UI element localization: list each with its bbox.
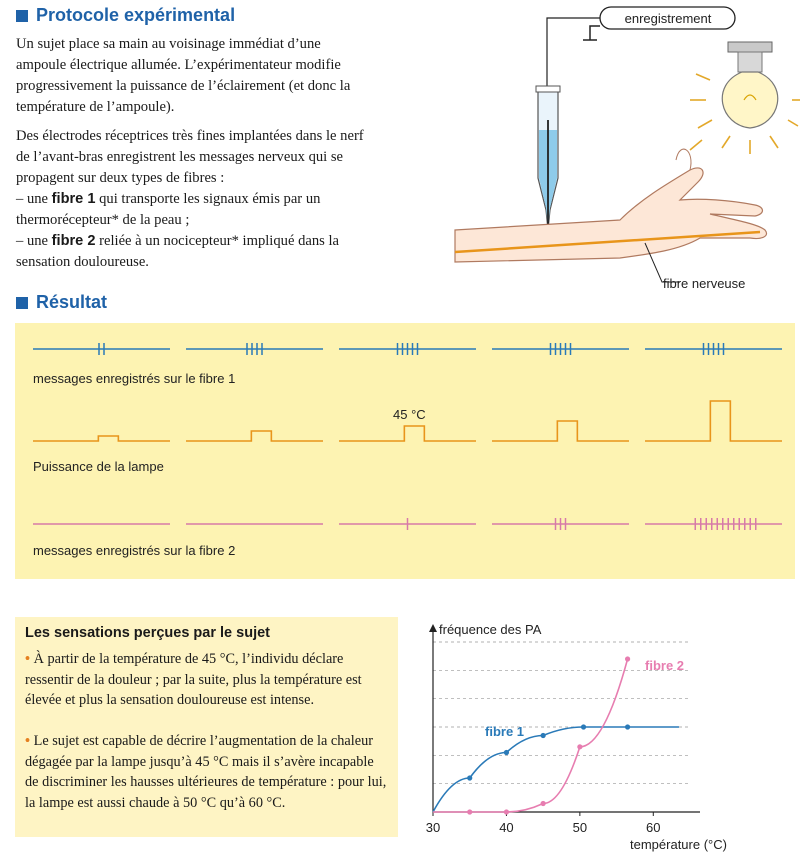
fibre2-traces <box>33 518 782 530</box>
series-point-2 <box>504 809 509 814</box>
protocol-title: Protocole expérimental <box>16 5 235 26</box>
arm-hand-drawing <box>455 149 767 262</box>
temperature-annotation: 45 °C <box>393 407 426 422</box>
result-panel <box>15 323 795 579</box>
recording-traces <box>15 323 795 579</box>
result-title: Résultat <box>16 292 107 313</box>
bullet-dot-icon: • <box>25 651 31 667</box>
fibre1-traces <box>33 343 782 355</box>
lamp-power-pulse <box>186 431 323 441</box>
fibre1-term: fibre 1 <box>51 191 96 207</box>
x-tick-label: 40 <box>499 820 514 835</box>
electrode-wire <box>547 18 600 92</box>
series-point-1 <box>581 724 586 729</box>
frequency-chart <box>405 612 800 862</box>
series-point-1 <box>467 775 472 780</box>
x-tick-label: 50 <box>572 820 588 835</box>
bullet-dot-icon: • <box>25 733 31 749</box>
sensation-bullet-1: • À partir de la température de 45 °C, l’individu déclare ressentir de la douleur ; par la suite, plus la température est élevée et plus la sensation douloureuse est intense. <box>25 651 362 708</box>
series-label-2: fibre 2 <box>645 658 685 673</box>
series-point-2 <box>467 809 472 814</box>
chart-xlabel: température (°C) <box>630 837 727 852</box>
lamp-caption: Puissance de la lampe <box>33 459 164 474</box>
square-bullet-icon <box>16 297 28 309</box>
recording-box <box>600 7 735 29</box>
lamp-power-pulse <box>339 426 476 441</box>
series-point-1 <box>504 750 509 755</box>
series-line-1 <box>433 727 679 812</box>
ground-icon <box>583 26 600 40</box>
protocol-paragraph-1: Un sujet place sa main au voisinage immédiat d’une ampoule électrique allumée. L’expérimentateur modifie progressivement la puissance de l’éclairement (et donc la température de l’ampoule). <box>16 36 351 115</box>
fibre2-term: fibre 2 <box>51 233 96 249</box>
fibre2-caption: messages enregistrés sur la fibre 2 <box>33 543 236 558</box>
y-axis-arrow-icon <box>429 624 437 632</box>
protocol-text <box>16 34 366 273</box>
lamp-power-pulse <box>492 421 629 441</box>
recording-label: enregistrement <box>624 11 712 26</box>
chart-series <box>433 656 684 814</box>
lamp-power-pulse <box>645 401 782 441</box>
series-point-2 <box>625 656 630 661</box>
experiment-illustration <box>440 0 800 310</box>
nerve-label: fibre nerveuse <box>663 276 746 291</box>
series-point-2 <box>577 744 582 749</box>
square-bullet-icon <box>16 10 28 22</box>
series-line-2 <box>433 659 628 812</box>
chart-tick-labels <box>426 812 661 835</box>
series-point-1 <box>541 733 546 738</box>
pipette-electrode <box>536 86 560 232</box>
series-point-1 <box>625 724 630 729</box>
lamp-icon <box>690 42 800 154</box>
series-label-1: fibre 1 <box>485 724 525 739</box>
sensations-box <box>15 617 398 837</box>
x-tick-label: 60 <box>646 820 661 835</box>
chart-ylabel: fréquence des PA <box>439 622 542 637</box>
protocol-paragraph-2: Des électrodes réceptrices très fines implantées dans le nerf de l’avant-bras enregistrent les messages nerveux qui se propagent sur deux types de fibres : – une fibre 1 qui transporte les signaux émis par un thermorécepteur* de la peau ; – une fibre 2 reliée à un nocicepteur* impliqué dans la sensation douloureuse. <box>16 128 364 270</box>
fibre1-caption: messages enregistrés sur le fibre 1 <box>33 371 236 386</box>
series-point-2 <box>541 801 546 806</box>
x-tick-label: 30 <box>425 820 441 835</box>
sensations-title: Les sensations perçues par le sujet <box>25 625 270 641</box>
lamp-power-pulse <box>33 436 170 441</box>
sensation-bullet-2: • Le sujet est capable de décrire l’augmentation de la chaleur dégagée par la lampe jusqu’à 45 °C mais il s’avère incapable de discriminer les hausses ultérieures de température : pour lui, la lampe est aussi chaude à 50 °C qu’à 60 °C. <box>25 733 387 811</box>
